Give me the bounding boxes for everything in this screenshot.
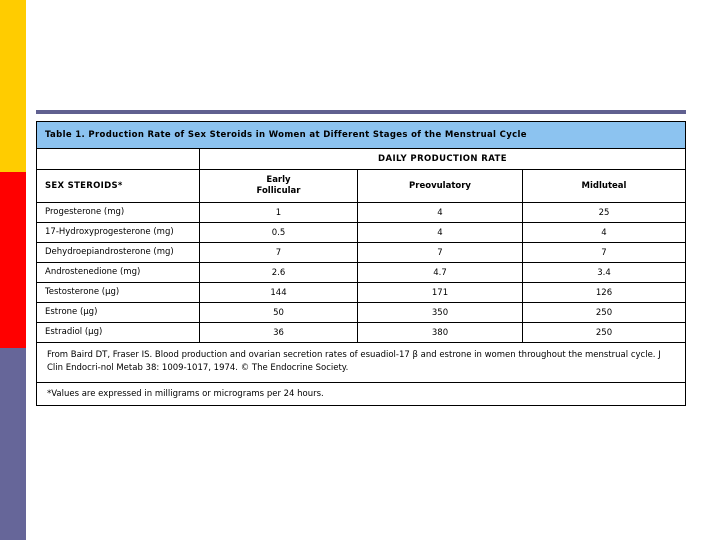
cell-midluteal: 250 (523, 303, 686, 323)
sidebar-yellow-band (0, 0, 26, 172)
table-row (37, 223, 686, 243)
empty-corner-cell (37, 149, 200, 170)
column-header-row (37, 170, 686, 203)
table-row (37, 203, 686, 223)
column-header-sex-steroids: SEX STEROIDS* (37, 170, 200, 203)
row-label: Progesterone (mg) (37, 203, 200, 223)
cell-preovulatory: 7 (358, 243, 523, 263)
column-header-early-follicular-line2: Follicular (256, 186, 301, 196)
table-row (37, 283, 686, 303)
data-table-container (36, 121, 685, 406)
row-label: Estradiol (µg) (37, 323, 200, 343)
slide-content (36, 0, 720, 540)
column-header-early-follicular-line1: Early (266, 175, 291, 186)
source-citation: From Baird DT, Fraser IS. Blood production and ovarian secretion rates of esuadiol-17 β and estrone in women throughout the menstrual cycle. J Clin Endocri-nol Metab 38: 1009-1017, 1974. © The Endocrine Society. (37, 343, 686, 383)
cell-early-follicular: 2.6 (200, 263, 358, 283)
table-row (37, 323, 686, 343)
row-label: Dehydroepiandrosterone (mg) (37, 243, 200, 263)
column-header-early-follicular (200, 170, 358, 203)
cell-midluteal: 250 (523, 323, 686, 343)
cell-midluteal: 7 (523, 243, 686, 263)
cell-early-follicular: 36 (200, 323, 358, 343)
group-header-daily-production-rate: DAILY PRODUCTION RATE (200, 149, 686, 170)
decorative-sidebar (0, 0, 36, 540)
table-title-row (37, 122, 686, 149)
cell-early-follicular: 1 (200, 203, 358, 223)
source-note-row (37, 343, 686, 383)
table-row (37, 303, 686, 323)
column-header-preovulatory: Preovulatory (358, 170, 523, 203)
cell-early-follicular: 0.5 (200, 223, 358, 243)
cell-preovulatory: 4 (358, 203, 523, 223)
cell-preovulatory: 4 (358, 223, 523, 243)
table-row (37, 243, 686, 263)
row-label: Androstenedione (mg) (37, 263, 200, 283)
table-row (37, 263, 686, 283)
row-label: Testosterone (µg) (37, 283, 200, 303)
cell-preovulatory: 380 (358, 323, 523, 343)
cell-midluteal: 3.4 (523, 263, 686, 283)
units-footnote: *Values are expressed in milligrams or micrograms per 24 hours. (37, 382, 686, 405)
production-rate-table (36, 121, 686, 406)
cell-preovulatory: 171 (358, 283, 523, 303)
footnote-row (37, 382, 686, 405)
cell-midluteal: 25 (523, 203, 686, 223)
row-label: 17-Hydroxyprogesterone (mg) (37, 223, 200, 243)
cell-midluteal: 126 (523, 283, 686, 303)
column-header-midluteal: Midluteal (523, 170, 686, 203)
sidebar-purple-band (0, 348, 26, 540)
cell-early-follicular: 7 (200, 243, 358, 263)
table-title: Table 1. Production Rate of Sex Steroids in Women at Different Stages of the Menstrual Cycle (37, 122, 686, 149)
cell-preovulatory: 4.7 (358, 263, 523, 283)
cell-early-follicular: 50 (200, 303, 358, 323)
cell-midluteal: 4 (523, 223, 686, 243)
row-label: Estrone (µg) (37, 303, 200, 323)
header-divider-rule (36, 110, 686, 114)
cell-early-follicular: 144 (200, 283, 358, 303)
sidebar-red-band (0, 172, 26, 348)
cell-preovulatory: 350 (358, 303, 523, 323)
group-header-row (37, 149, 686, 170)
